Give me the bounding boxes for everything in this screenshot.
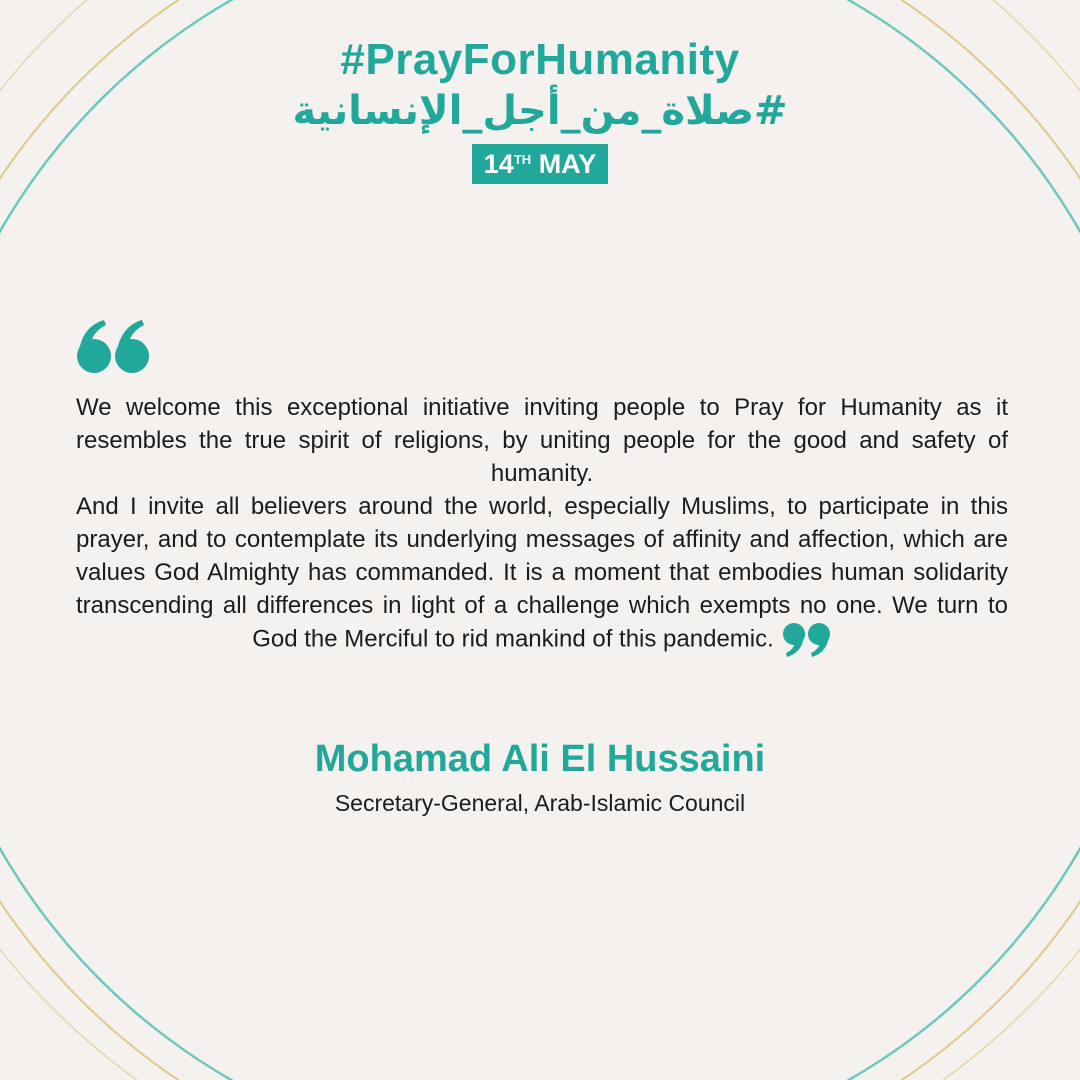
quote-paragraph-2-text: And I invite all believers around the world, especially Muslims, to participate in this prayer, and to contemplate its underlying messages of affinity and affection, which are values God Almighty has commanded. It is a moment that embodies human solidarity transcending all differences in light of a challenge which exempts no one. We turn to God the Merciful to rid mankind of this pandemic. bbox=[76, 493, 1008, 653]
quote-body bbox=[76, 391, 1008, 658]
date-number: 14 bbox=[483, 149, 514, 179]
author-block bbox=[0, 736, 1080, 818]
quote-paragraph-1: We welcome this exceptional initiative inviting people to Pray for Humanity as it resembles the true spirit of religions, by uniting people for the good and safety of humanity. bbox=[76, 394, 1008, 487]
date-month: MAY bbox=[538, 149, 597, 179]
close-quote-icon bbox=[782, 622, 832, 658]
date-badge bbox=[472, 144, 608, 184]
author-title: Secretary-General, Arab-Islamic Council bbox=[334, 790, 746, 816]
open-quote-icon bbox=[74, 318, 152, 374]
date-suffix: TH bbox=[513, 152, 532, 167]
hashtag-arabic: #صلاة_من_أجل_الإنسانية bbox=[292, 88, 788, 134]
quote-paragraph-2 bbox=[76, 490, 1008, 658]
author-name: Mohamad Ali El Hussaini bbox=[314, 738, 766, 780]
hashtag-english: #PrayForHumanity bbox=[340, 35, 740, 84]
campaign-header bbox=[0, 34, 1080, 184]
